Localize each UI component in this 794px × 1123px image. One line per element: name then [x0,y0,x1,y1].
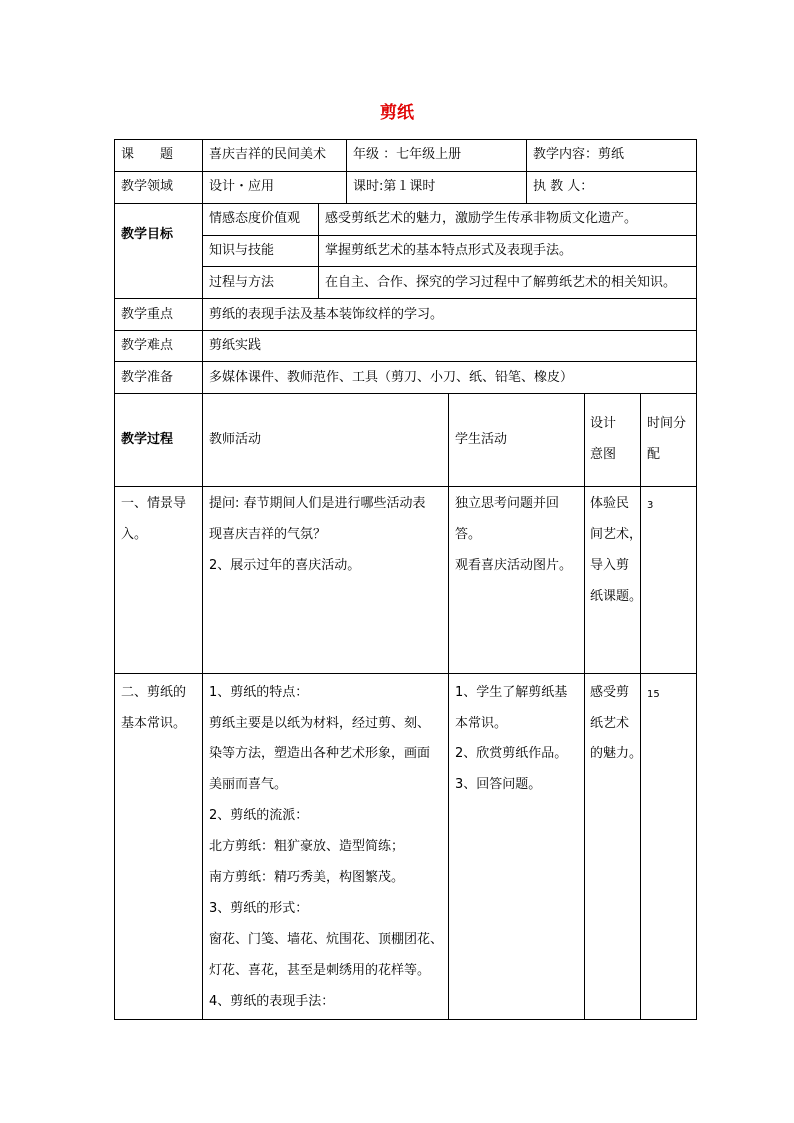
header-student-activity: 学生活动 [455,432,508,447]
header-teacher-activity: 教师活动 [209,432,262,447]
time-value: 3 [647,500,654,511]
teacher-activity-line: 南方剪纸：精巧秀美，构图繁茂。 [209,870,405,885]
teacher-activity-line: 3、剪纸的形式： [209,901,309,916]
teacher-activity-line: 1、剪纸的特点： [209,685,309,700]
student-activity-line: 本常识。 [455,716,508,731]
teacher-activity-line: 2、展示过年的喜庆活动。 [209,558,361,573]
header-design-intent: 设计 [590,416,617,431]
grade: 年级 ：七年级上册 [353,147,462,162]
label-goals: 教学目标 [121,227,174,242]
header-design-intent: 意图 [590,447,617,462]
design-intent-line: 感受剪 [590,685,630,700]
teacher-activity-line: 2、剪纸的流派： [209,808,309,823]
class-hours: 课时:第１课时 [353,179,436,194]
goal-text: 感受剪纸艺术的魅力，激励学生传承非物质文化遗产。 [325,211,638,226]
teacher-activity-line: 提问: 春节期间人们是进行哪些活动表 [209,496,426,511]
key-point-text: 剪纸的表现手法及基本装饰纹样的学习。 [209,307,444,322]
teacher-activity-line: 现喜庆吉祥的气氛？ [209,527,327,542]
goal-text: 掌握剪纸艺术的基本特点形式及表现手法。 [325,243,573,258]
goal-text: 在自主、合作、探究的学习过程中了解剪纸艺术的相关知识。 [325,275,677,290]
goal-name: 知识与技能 [209,243,275,258]
label-preparation: 教学准备 [121,370,174,385]
design-intent-line: 导入剪 [590,558,630,573]
teaching-content: 教学内容：剪纸 [533,147,625,162]
stage-name: 入。 [121,527,148,542]
teacher-activity-line: 染等方法，塑造出各种艺术形象，画面 [209,746,431,761]
teacher-activity-line: 剪纸主要是以纸为材料，经过剪、刻、 [209,716,431,731]
label-process: 教学过程 [121,432,174,447]
teacher-activity-line: 北方剪纸：粗犷豪放、造型简练； [209,839,405,854]
teacher: 执 教 人： [533,179,594,194]
page-title: 剪纸 [380,103,414,123]
course-name: 喜庆吉祥的民间美术 [209,147,327,162]
goal-name: 情感态度价值观 [209,211,301,226]
preparation-text: 多媒体课件、教师范作、工具（剪刀、小刀、纸、铅笔、橡皮） [209,370,574,385]
stage-name: 基本常识。 [121,716,187,731]
design-intent-line: 体验民 [590,496,630,511]
student-activity-line: 2、欣赏剪纸作品。 [455,746,568,761]
teacher-activity-line: 美丽而喜气。 [209,777,288,792]
difficulty-text: 剪纸实践 [209,338,262,353]
design-intent-line: 纸艺术 [590,716,630,731]
student-activity-line: 1、学生了解剪纸基 [455,685,568,700]
time-value: 15 [647,689,660,700]
header-time: 时间分 [647,416,687,431]
design-intent-line: 纸课题。 [590,589,643,604]
teaching-field: 设计・应用 [209,179,275,194]
label-difficulty: 教学难点 [121,338,174,353]
teacher-activity-line: 4、剪纸的表现手法： [209,994,335,1009]
header-time: 配 [647,447,661,462]
label-topic: 课 题 [121,147,174,162]
stage-name: 二、剪纸的 [121,685,187,700]
student-activity-line: 3、回答问题。 [455,777,542,792]
stage-name: 一、情景导 [121,496,187,511]
label-field: 教学领域 [121,179,174,194]
goal-name: 过程与方法 [209,275,275,290]
student-activity-line: 观看喜庆活动图片。 [455,558,573,573]
teacher-activity-line: 灯花、喜花，甚至是刺绣用的花样等。 [209,963,431,978]
student-activity-line: 独立思考问题并回 [455,496,560,511]
student-activity-line: 答。 [455,527,482,542]
design-intent-line: 的魅力。 [590,746,643,761]
teacher-activity-line: 窗花、门笺、墙花、炕围花、顶棚团花、 [209,932,444,947]
label-key-point: 教学重点 [121,307,174,322]
design-intent-line: 间艺术， [590,527,643,542]
